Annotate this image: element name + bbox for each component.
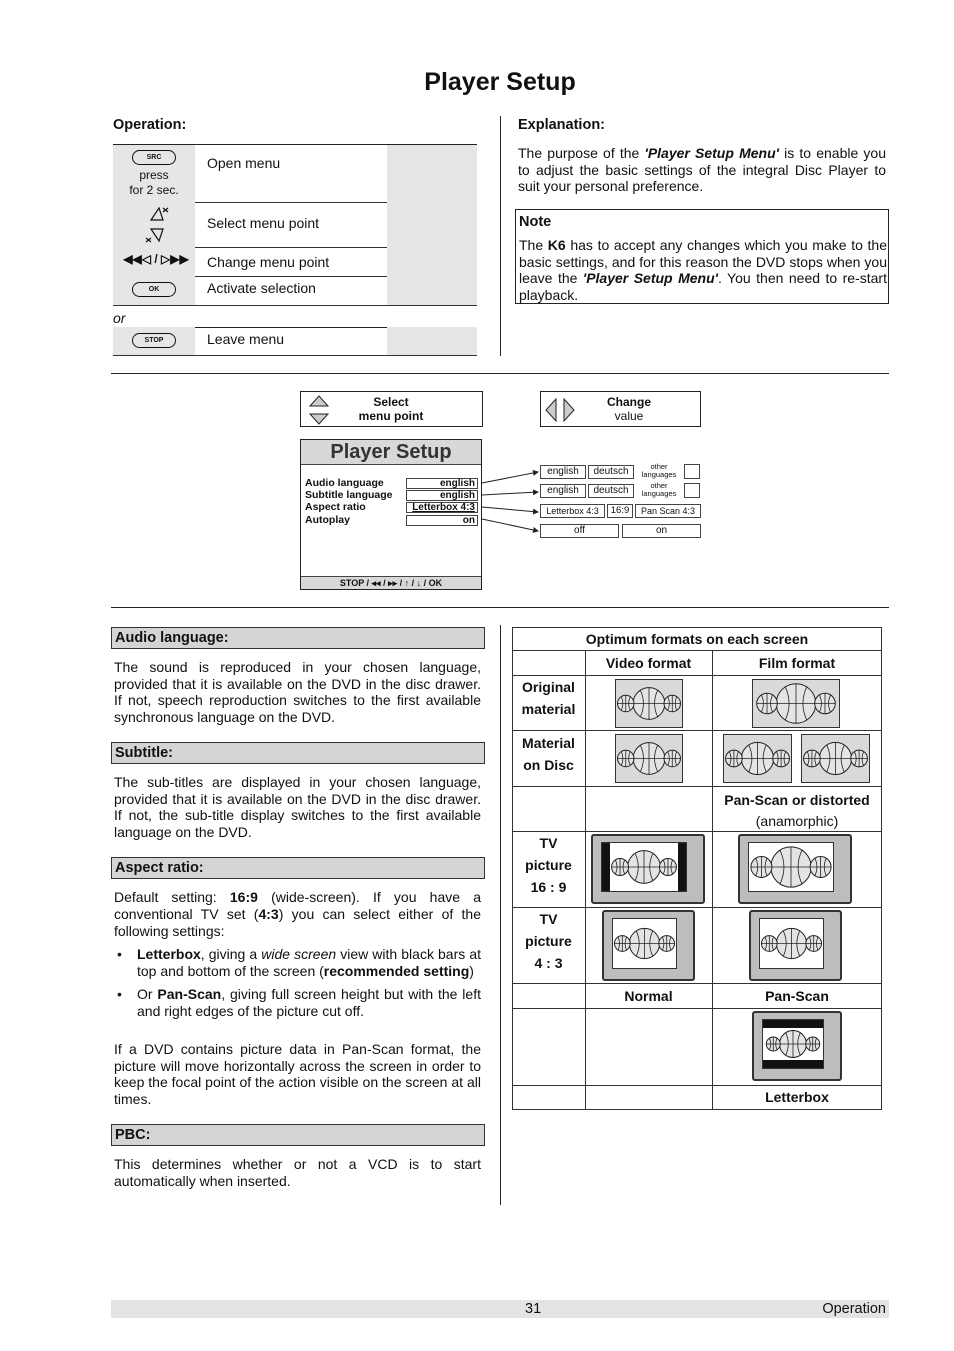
op-right-cell [387, 276, 477, 305]
menu-screen-title: Player Setup [301, 440, 481, 465]
tv-set-icon [749, 910, 842, 981]
footer-bar [111, 1300, 889, 1318]
tv-set-icon [602, 910, 695, 981]
tv-set-icon [738, 834, 852, 904]
page-number: 31 [525, 1301, 542, 1317]
basketball-icon [612, 859, 629, 876]
op-text-select-menu-point: Select menu point [207, 215, 320, 231]
col-video-format: Video format [605, 655, 692, 671]
option-aspect-169: 16:9 [607, 504, 633, 518]
column-divider-top [500, 116, 501, 356]
grid-line [585, 650, 586, 1110]
list-item-panscan: • Or Pan-Scan, giving full screen height but with the left and right edges of the picture cut off. [114, 986, 481, 1020]
aspect-ratio-heading: Aspect ratio: [111, 857, 485, 879]
basketball-scene [613, 919, 676, 968]
option-audio-english: english [540, 465, 586, 479]
basketball-icon [851, 750, 868, 767]
footer-section: Operation [822, 1301, 886, 1317]
basketball-icon [806, 936, 822, 952]
basketball-icon [614, 936, 630, 952]
basketball-picture [615, 734, 683, 783]
basketball-icon [810, 857, 831, 878]
op-icon-cell [113, 276, 195, 305]
pbc-heading: PBC: [111, 1124, 485, 1146]
letterbox-bar [763, 1020, 823, 1028]
change-caption-line1: Change [606, 395, 651, 409]
menu-label-aspect: Aspect ratio [305, 501, 366, 513]
basketball-scene [724, 735, 791, 782]
op-text-leave-menu: Leave menu [207, 331, 285, 347]
option-subtitle-other: other [650, 481, 668, 490]
basketball-icon [664, 695, 680, 711]
option-autoplay-off: off [540, 524, 619, 538]
basketball-icon [726, 750, 743, 767]
grid-line [512, 786, 882, 787]
select-caption-line2: menu point [358, 409, 424, 423]
basketball-icon [741, 742, 773, 774]
label-normal: Normal [624, 988, 673, 1004]
press-label: press [139, 168, 169, 182]
option-audio-other: other [650, 462, 668, 471]
change-value-box [540, 391, 701, 427]
explanation-paragraph: The purpose of the 'Player Setup Menu' is to enable you to adjust the basic settings of the integral Disc Player to suit your personal preference. [518, 145, 886, 194]
section-rule-2 [111, 607, 889, 608]
menu-value-autoplay: on [406, 515, 478, 526]
note-box [515, 209, 889, 304]
option-subtitle-box [684, 483, 700, 498]
op-row-change-menu-point [113, 247, 477, 277]
op-icon-cell [113, 145, 195, 202]
change-caption-line2: value [614, 409, 644, 423]
option-aspect-letterbox: Letterbox 4:3 [540, 504, 605, 518]
basketball-scene [616, 680, 682, 727]
basketball-icon [757, 693, 778, 714]
pillar-bar [602, 843, 610, 891]
basketball-icon [771, 847, 811, 887]
menu-value-subtitle: english [406, 490, 478, 501]
label-letterbox: Letterbox [765, 1089, 829, 1105]
row-original-label: Original material [521, 679, 576, 717]
tv-screen [601, 842, 687, 892]
aspect-ratio-intro: Default setting: 16:9 (wide-screen). If you have a conventional TV set (4:3) you can select either of the following settings: [114, 889, 482, 939]
audio-language-heading: Audio language: [111, 627, 485, 649]
basketball-icon [618, 750, 634, 766]
basketball-scene [760, 919, 823, 968]
op-text-open-menu: Open menu [207, 155, 281, 171]
tv-set-icon [591, 834, 705, 904]
option-subtitle-languages: languages [641, 489, 677, 498]
op-right-cell [387, 247, 477, 276]
operation-heading: Operation: [113, 117, 187, 133]
op-text-change-menu-point: Change menu point [207, 254, 330, 270]
op-row-leave-menu [113, 327, 477, 356]
menu-label-audio: Audio language [305, 477, 384, 489]
option-subtitle-deutsch: deutsch [588, 484, 634, 498]
aspect-options-list [114, 946, 481, 1020]
basketball-picture [723, 734, 792, 783]
tv-screen [612, 918, 677, 969]
basketball-icon [751, 857, 772, 878]
explanation-heading: Explanation: [518, 117, 606, 133]
basketball-picture [615, 679, 683, 728]
op-icon-cell [113, 202, 195, 247]
subtitle-text: The sub-titles are displayed in your chosen language, provided that it is available on the DVD in the disc drawer. If not, the sub-title display switches to the first available language on the DVD. [114, 774, 481, 840]
basketball-icon [773, 750, 790, 767]
basketball-scene [610, 843, 678, 891]
op-text-activate-selection: Activate selection [207, 280, 316, 296]
connector-arrows [480, 462, 542, 540]
basketball-icon [804, 750, 821, 767]
basketball-icon [664, 750, 680, 766]
menu-value-audio: english [406, 478, 478, 489]
option-autoplay-on: on [622, 524, 701, 538]
basketball-icon [618, 695, 634, 711]
src-key-icon: SRC [132, 150, 176, 165]
basketball-icon [628, 851, 661, 884]
op-right-cell [387, 327, 477, 355]
col-film-format: Film format [758, 655, 836, 671]
select-caption-line1: Select [373, 395, 409, 409]
tv-screen [748, 842, 834, 892]
basketball-picture [752, 679, 840, 728]
op-icon-cell [113, 247, 195, 276]
stop-key-icon: STOP [132, 333, 176, 348]
page-title: Player Setup [424, 68, 576, 96]
pbc-text: This determines whether or not a VCD is to start automatically when inserted. [114, 1156, 481, 1189]
basketball-icon [776, 928, 806, 958]
or-label: or [113, 310, 126, 326]
basketball-icon [815, 693, 836, 714]
menu-screen-footer: STOP / ◂◂ / ▸▸ / ↑ / ↓ / OK [301, 576, 481, 589]
up-down-arrow-icon [307, 394, 331, 426]
basketball-scene [749, 843, 833, 891]
left-right-arrow-icon [544, 397, 578, 423]
op-right-cell [387, 202, 477, 247]
option-audio-deutsch: deutsch [588, 465, 634, 479]
section-rule-1 [111, 373, 889, 374]
basketball-icon [659, 859, 676, 876]
option-aspect-panscan: Pan Scan 4:3 [635, 504, 701, 518]
aspect-ratio-tail: If a DVD contains picture data in Pan-Scan format, the picture will move horizontally across the screen in order to keep the focal point of the action visible on the screen at all times. [114, 1041, 481, 1107]
grid-line [512, 983, 882, 984]
menu-value-aspect: Letterbox 4:3 [406, 502, 478, 513]
pillar-bar [678, 843, 686, 891]
basketball-icon [633, 743, 665, 775]
op-right-cell [387, 145, 477, 202]
op-row-open-menu [113, 145, 477, 203]
basketball-scene [616, 735, 682, 782]
option-audio-languages: languages [641, 470, 677, 479]
basketball-icon [776, 684, 815, 723]
op-icon-cell [113, 327, 195, 355]
list-item-letterbox: • Letterbox, giving a wide screen view with black bars at top and bottom of the screen (recommended setting) [114, 946, 481, 980]
op-row-activate-selection [113, 276, 477, 306]
formats-table [512, 627, 882, 1110]
select-menu-point-box [300, 391, 483, 427]
up-down-arrow-icon [113, 202, 195, 247]
tv-set-icon [752, 1011, 842, 1081]
column-divider-bottom [500, 625, 501, 1205]
ok-key-icon: OK [132, 282, 176, 297]
letterbox-bar [763, 1060, 823, 1068]
basketball-scene [763, 1028, 823, 1060]
formats-title: Optimum formats on each screen [585, 631, 809, 647]
grid-line [512, 1085, 882, 1086]
basketball-icon [806, 1037, 820, 1051]
basketball-icon [780, 1031, 807, 1058]
basketball-picture [801, 734, 870, 783]
tv-screen [762, 1019, 824, 1069]
basketball-icon [761, 936, 777, 952]
panscan-note: Pan-Scan or distorted (anamorphic) [724, 792, 870, 829]
basketball-scene [802, 735, 869, 782]
row-disc-label: Material on Disc [522, 735, 575, 773]
row-tv43-label: TV picture 4 : 3 [525, 911, 572, 971]
option-subtitle-english: english [540, 484, 586, 498]
basketball-icon [633, 688, 665, 720]
basketball-icon [819, 742, 851, 774]
op-row-select-menu-point [113, 202, 477, 248]
basketball-icon [766, 1037, 780, 1051]
audio-language-text: The sound is reproduced in your chosen language, provided that it is available on the DVD in the disc drawer. If not, speech reproduction switches to the first available synchronous language on the DVD. [114, 659, 481, 725]
row-tv169-label: TV picture 16 : 9 [525, 835, 572, 895]
left-right-arrow-icon: ◀◀◁ / ▷▶▶ [123, 252, 189, 266]
grid-line [712, 650, 713, 1110]
basketball-scene [753, 680, 839, 727]
note-text: The K6 has to accept any changes which you make to the basic settings, and for this reason the DVD stops when you leave the 'Player Setup Menu'. You then need to re-start playback. [519, 237, 887, 303]
label-panscan: Pan-Scan [765, 988, 829, 1004]
note-title: Note [519, 214, 552, 230]
menu-label-autoplay: Autoplay [305, 514, 350, 526]
basketball-icon [629, 928, 659, 958]
tv-screen [759, 918, 824, 969]
subtitle-heading: Subtitle: [111, 742, 485, 764]
grid-line [512, 730, 882, 731]
grid-line [512, 650, 882, 651]
grid-line [512, 1008, 882, 1009]
basketball-icon [659, 936, 675, 952]
press-duration-label: for 2 sec. [129, 183, 179, 197]
option-audio-box [684, 464, 700, 479]
menu-label-subtitle: Subtitle language [305, 489, 393, 501]
